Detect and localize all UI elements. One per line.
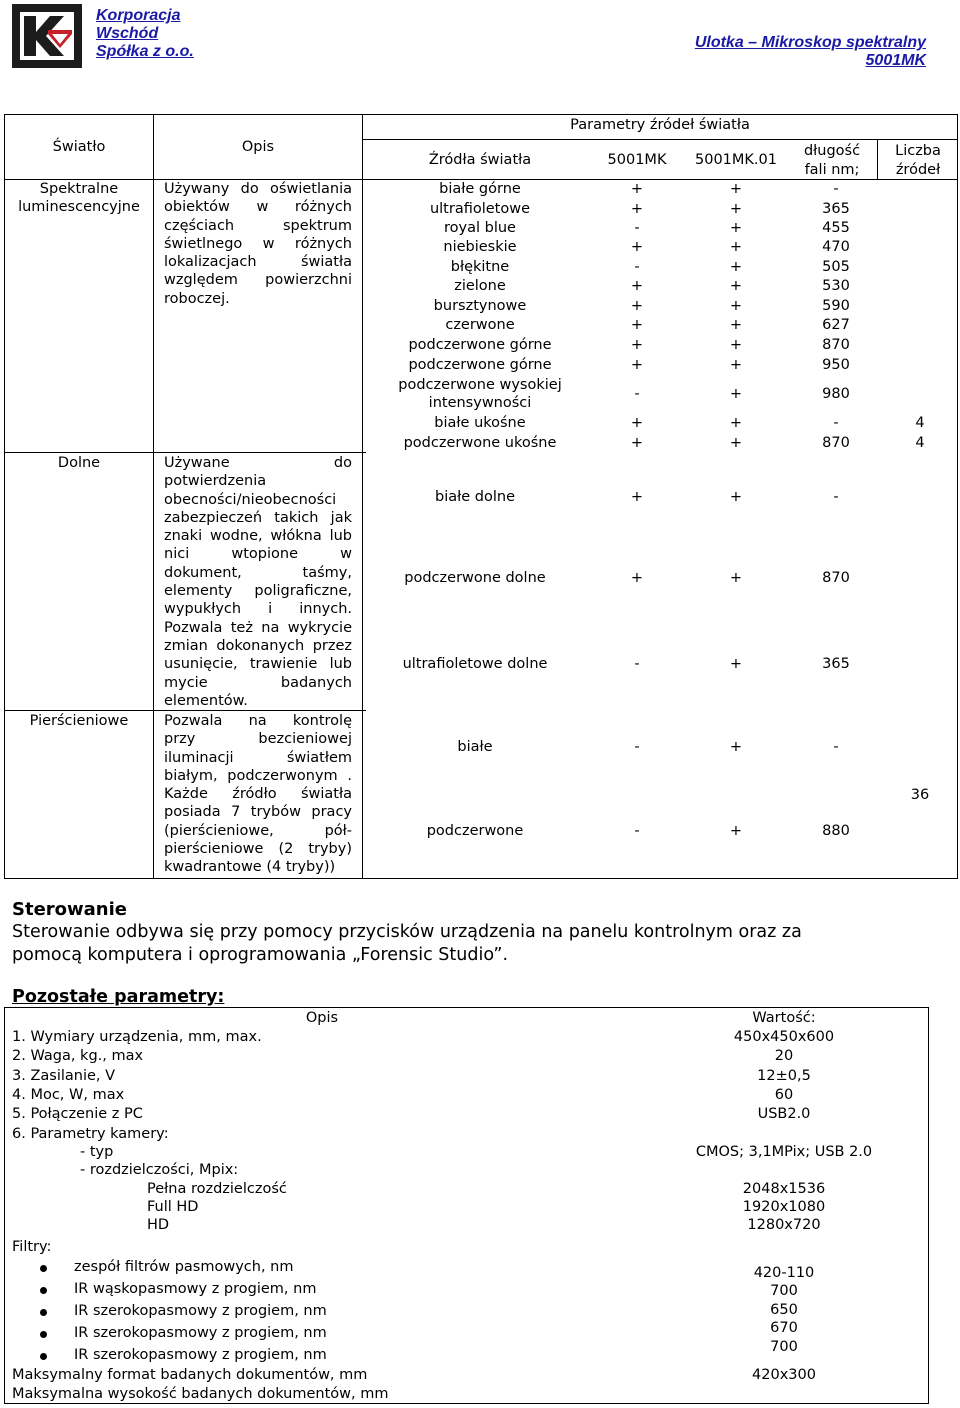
header-wavelength-line: fali nm;	[804, 162, 860, 178]
source-name: błękitne	[450, 259, 510, 275]
filter-label: IR szerokopasmowy z progiem, nm	[74, 1303, 327, 1319]
control-heading: Sterowanie	[12, 899, 127, 920]
desc-line: elementów.	[164, 692, 248, 709]
desc-line: Pozwala na kontrolę	[164, 713, 352, 729]
source-5001mk: +	[630, 435, 644, 451]
header-count	[878, 142, 958, 180]
source-5001mk01: +	[729, 570, 743, 586]
desc-line: Każde źródło światła	[164, 786, 352, 803]
source-5001mk: +	[630, 298, 644, 314]
desc-line: pierścieniowe (2 tryby)	[164, 841, 352, 858]
camera-type-value: CMOS; 3,1MPix; USB 2.0	[695, 1144, 873, 1160]
source-wavelength: 870	[822, 337, 850, 353]
source-name: białe górne	[439, 181, 521, 197]
source-5001mk: +	[630, 278, 644, 294]
header-5001mk01: 5001MK.01	[695, 152, 777, 168]
group-name-ring: Pierścieniowe	[29, 713, 129, 729]
group-name-line: luminescencyjne	[18, 199, 140, 215]
source-5001mk: -	[634, 220, 640, 236]
desc-line: Używany do oświetlania	[164, 181, 352, 197]
control-text	[12, 921, 802, 967]
desc-line: (pierścieniowe, pół-	[164, 822, 352, 839]
bullet-icon	[40, 1265, 47, 1272]
max-height-label: Maksymalna wysokość badanych dokumentów, mm	[12, 1386, 389, 1402]
source-wavelength: -	[833, 489, 839, 505]
source-5001mk: +	[630, 489, 644, 505]
filter-value: 700	[770, 1283, 798, 1299]
source-name-line: intensywności	[428, 395, 532, 411]
source-name: ultrafioletowe dolne	[402, 656, 548, 672]
source-5001mk: +	[630, 570, 644, 586]
desc-line: elementy poligraficzne,	[164, 583, 352, 600]
group-desc-bottom	[164, 454, 352, 710]
company-line: Spółka z o.o.	[96, 43, 194, 60]
source-wavelength: -	[833, 181, 839, 197]
header-light: Światło	[52, 139, 106, 155]
source-5001mk01: +	[729, 259, 743, 275]
desc-line: nici wtopione w	[164, 546, 352, 563]
source-name: białe	[457, 739, 493, 755]
filter-value: 420-110	[753, 1265, 815, 1281]
source-name: niebieskie	[443, 239, 517, 255]
source-wavelength: 870	[822, 570, 850, 586]
title-line: Ulotka – Mikroskop spektralny	[694, 34, 926, 51]
bullet-icon	[40, 1287, 47, 1294]
camera-res-name: HD	[147, 1217, 170, 1233]
header-count-line: Liczba	[895, 143, 941, 159]
source-5001mk01: +	[729, 489, 743, 505]
source-5001mk: +	[630, 181, 644, 197]
source-name: podczerwone	[426, 823, 524, 839]
filter-value: 700	[770, 1339, 798, 1355]
param-label: 2. Waga, kg., max	[12, 1048, 144, 1064]
company-line: Wschód	[96, 25, 159, 42]
param-value: USB2.0	[757, 1106, 811, 1122]
camera-res-value: 2048x1536	[742, 1181, 826, 1197]
control-text-line: pomocą komputera i oprogramowania „Forensic Studio”.	[12, 945, 509, 965]
source-count: 4	[915, 435, 925, 451]
source-5001mk01: +	[729, 278, 743, 294]
camera-type-label: - typ	[80, 1144, 114, 1160]
source-wavelength: 470	[822, 239, 850, 255]
header-opis: Opis	[305, 1010, 339, 1026]
source-5001mk: +	[630, 239, 644, 255]
filter-value: 670	[770, 1320, 798, 1336]
desc-line: Używane do	[164, 455, 352, 471]
camera-res-name: Pełna rozdzielczość	[147, 1181, 287, 1197]
group-name-line: Spektralne	[39, 181, 119, 197]
desc-line: kwadrantowe (4 tryby))	[164, 859, 336, 876]
source-wavelength: 455	[822, 220, 850, 236]
source-wavelength: -	[833, 415, 839, 431]
bullet-icon	[40, 1353, 47, 1360]
desc-line: Pozwala też na wykrycie	[164, 619, 352, 636]
source-5001mk01: +	[729, 181, 743, 197]
company-line: Korporacja	[96, 7, 181, 24]
source-5001mk01: +	[729, 201, 743, 217]
source-5001mk: -	[634, 739, 640, 755]
source-wavelength: 880	[822, 823, 850, 839]
group-desc-spectral	[164, 180, 352, 308]
source-5001mk01: +	[729, 823, 743, 839]
source-wavelength: 365	[822, 201, 850, 217]
source-5001mk: +	[630, 337, 644, 353]
source-count: 4	[915, 415, 925, 431]
desc-line: mycie badanych	[164, 674, 352, 691]
source-wavelength: 980	[822, 386, 850, 402]
source-name: podczerwone ukośne	[403, 435, 557, 451]
param-label: 3. Zasilanie, V	[12, 1068, 116, 1084]
source-5001mk01: +	[729, 239, 743, 255]
source-5001mk01: +	[729, 656, 743, 672]
source-name: podczerwone górne	[408, 357, 552, 373]
param-value: 450x450x600	[733, 1029, 835, 1045]
header-value: Wartość:	[752, 1010, 816, 1026]
header-wavelength-line: długość	[803, 143, 861, 159]
desc-line: iluminacji światłem	[164, 749, 352, 766]
group-name-spectral	[4, 180, 154, 216]
source-5001mk: +	[630, 317, 644, 333]
filter-label: IR szerokopasmowy z progiem, nm	[74, 1347, 327, 1363]
camera-res-value: 1280x720	[747, 1217, 821, 1233]
desc-line: obiektów w różnych	[164, 199, 352, 216]
source-name: royal blue	[444, 220, 516, 236]
filter-label: zespół filtrów pasmowych, nm	[74, 1259, 294, 1275]
source-5001mk: -	[634, 823, 640, 839]
source-name: ultrafioletowe	[429, 201, 531, 217]
camera-res-value: 1920x1080	[742, 1199, 826, 1215]
source-5001mk: -	[634, 656, 640, 672]
header-wavelength	[786, 142, 878, 180]
desc-line: białym, podczerwonym .	[164, 767, 352, 784]
filter-label: IR wąskopasmowy z progiem, nm	[74, 1281, 317, 1297]
source-name-line: podczerwone wysokiej	[398, 377, 562, 393]
source-wavelength: 950	[822, 357, 850, 373]
source-5001mk: +	[630, 415, 644, 431]
source-name	[362, 376, 598, 412]
source-wavelength: 365	[822, 656, 850, 672]
source-wavelength: 530	[822, 278, 850, 294]
desc-line: dokument, taśmy,	[164, 564, 352, 581]
param-value: 60	[774, 1087, 794, 1103]
header-params: Parametry źródeł światła	[570, 117, 750, 133]
source-wavelength: 505	[822, 259, 850, 275]
source-5001mk: -	[634, 386, 640, 402]
desc-line: potwierdzenia	[164, 473, 267, 490]
group-name-bottom: Dolne	[57, 455, 101, 471]
camera-res-name: Full HD	[147, 1199, 199, 1215]
source-name: bursztynowe	[433, 298, 527, 314]
source-name: białe dolne	[435, 489, 515, 505]
param-label: 1. Wymiary urządzenia, mm, max.	[12, 1029, 262, 1045]
source-5001mk01: +	[729, 386, 743, 402]
source-5001mk: +	[630, 357, 644, 373]
header-sources: Źródła światła	[428, 152, 532, 168]
header-5001mk: 5001MK	[607, 152, 667, 168]
source-5001mk01: +	[729, 337, 743, 353]
source-name: podczerwone dolne	[404, 570, 546, 586]
source-5001mk01: +	[729, 415, 743, 431]
group-desc-ring	[164, 712, 352, 877]
source-5001mk: -	[634, 259, 640, 275]
desc-line: przy bezcieniowej	[164, 731, 352, 748]
source-name: czerwone	[445, 317, 515, 333]
desc-line: względem powierzchni	[164, 272, 352, 289]
other-params-heading: Pozostałe parametry:	[12, 987, 225, 1007]
filters-label: Filtry:	[12, 1239, 52, 1255]
company-name	[96, 7, 194, 61]
source-wavelength: 627	[822, 317, 850, 333]
camera-params-label: 6. Parametry kamery:	[12, 1126, 169, 1142]
param-label: 4. Moc, W, max	[12, 1087, 125, 1103]
desc-line: zabezpieczeń takich jak	[164, 509, 352, 526]
source-5001mk01: +	[729, 220, 743, 236]
header-count-line: źródeł	[895, 162, 941, 178]
source-5001mk: +	[630, 201, 644, 217]
param-label: 5. Połączenie z PC	[12, 1106, 143, 1122]
desc-line: wypukłych i innych.	[164, 601, 352, 618]
param-value: 12±0,5	[757, 1068, 811, 1084]
bullet-icon	[40, 1331, 47, 1338]
source-5001mk01: +	[729, 739, 743, 755]
param-value: 20	[774, 1048, 794, 1064]
desc-line: posiada 7 trybów pracy	[164, 804, 352, 821]
company-logo	[12, 4, 82, 68]
filter-value: 650	[770, 1302, 798, 1318]
header-description: Opis	[241, 139, 275, 155]
desc-line: usunięcie, trawienie lub	[164, 656, 352, 673]
source-wavelength: -	[833, 739, 839, 755]
control-text-line: Sterowanie odbywa się przy pomocy przycisków urządzenia na panelu kontrolnym oraz za	[12, 922, 802, 942]
desc-line: znaki wodne, włókna lub	[164, 528, 352, 545]
desc-line: częściach spektrum	[164, 217, 352, 234]
desc-line: lokalizacjach światła	[164, 254, 352, 271]
document-title	[695, 34, 926, 70]
camera-res-label: - rozdzielczości, Mpix:	[80, 1162, 239, 1178]
source-5001mk01: +	[729, 357, 743, 373]
title-line: 5001MK	[865, 52, 926, 69]
desc-line: obecności/nieobecności	[164, 491, 337, 508]
source-name: zielone	[454, 278, 506, 294]
ring-source-count: 36	[910, 787, 930, 803]
max-format-value: 420x300	[752, 1367, 816, 1383]
source-5001mk01: +	[729, 317, 743, 333]
desc-line: roboczej.	[164, 290, 230, 307]
source-name: białe ukośne	[434, 415, 526, 431]
source-5001mk01: +	[729, 435, 743, 451]
filter-label: IR szerokopasmowy z progiem, nm	[74, 1325, 327, 1341]
desc-line: świetlnego w różnych	[164, 235, 352, 252]
bullet-icon	[40, 1309, 47, 1316]
source-wavelength: 590	[822, 298, 850, 314]
source-name: podczerwone górne	[408, 337, 552, 353]
max-format-label: Maksymalny format badanych dokumentów, mm	[12, 1367, 368, 1383]
desc-line: zmian dokonanych przez	[164, 637, 352, 654]
source-wavelength: 870	[822, 435, 850, 451]
source-5001mk01: +	[729, 298, 743, 314]
